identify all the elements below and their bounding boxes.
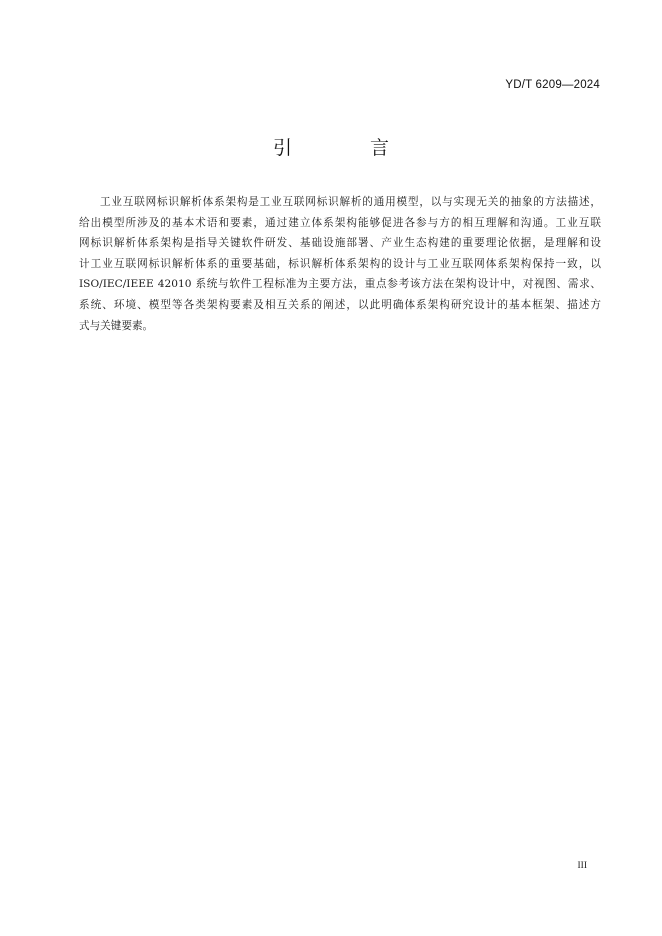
paragraph-line: ISO/IEC/IEEE 42010 系统与软件工程标准为主要方法，重点参考该方法在架构设计中，对视图、需求、 [79,278,601,291]
paragraph-line: 工业互联网标识解析体系架构是工业互联网标识解析的通用模型，以与实现无关的抽象的方法描述， [100,196,601,208]
introduction-paragraph [79,192,601,336]
paragraph-line: 计工业互联网标识解析体系的重要基础，标识解析体系架构的设计与工业互联网体系架构保持一致，以 [79,257,601,270]
document-code: YD/T 6209—2024 [505,79,600,91]
page-number: III [577,861,587,871]
paragraph-line: 系统、环境、模型等各类架构要素及相互关系的阐述，以此明确体系架构研究设计的基本框架、描述方 [79,298,601,311]
paragraph-line: 式与关键要素。 [79,319,154,332]
paragraph-line: 网标识解析体系架构是指导关键软件研发、基础设施部署、产业生态构建的重要理论依据，是理解和设 [79,237,601,250]
section-title: 引 言 [272,137,426,159]
paragraph-line: 给出模型所涉及的基本术语和要素，通过建立体系架构能够促进各参与方的相互理解和沟通。工业互联 [79,216,601,229]
